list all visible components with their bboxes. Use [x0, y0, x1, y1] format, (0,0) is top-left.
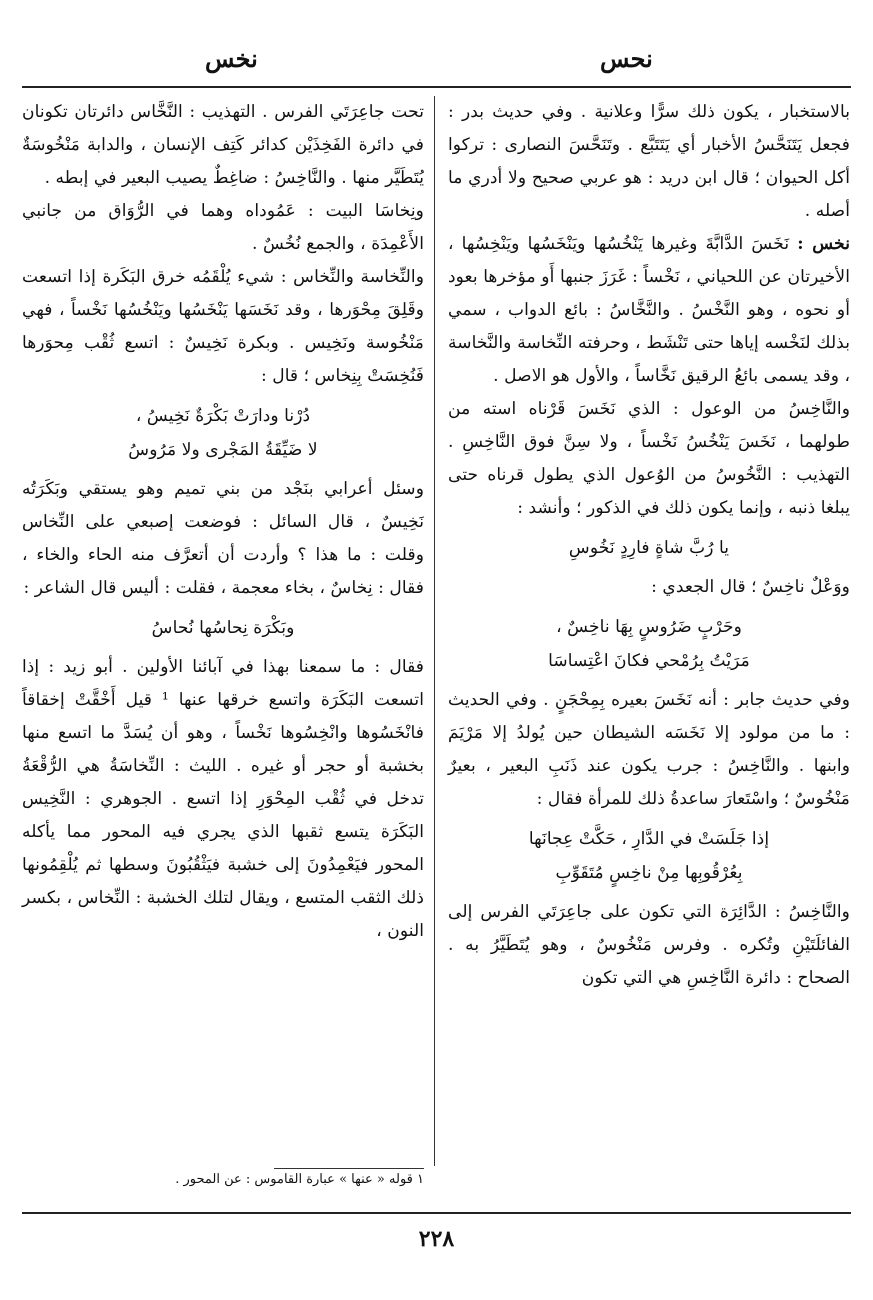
paragraph-text: بالاستخبار ، يكون ذلك سرًّا وعلانية . وفي حديث بدر : فجعل يَتَنَحَّسُ الأخبار أي يَتَتَبَّع . وتَنَحَّسَ النصارى : تركوا أكل الحيوان ؛ قال ابن دريد : هو عربي صحيح ولا أدري ما أصله . — [448, 102, 850, 221]
paragraph-text: فقال : ما سمعنا بهذا في آبائنا الأولين . أبو زيد : إذا اتسعت البَكَرَة واتسع خرقها عنها ¹ قيل أَخْقَّتْ إخقاقاً فانْخَسُوها وانْخِسُوها نَخْساً ، وهو أن يُسَدَّ ما اتسع منها بخشبة أو حجر أو غيره . الليث : النِّخاسَةُ هي الرُّقْعَةُ تدخل في ثُقْب المِحْوَرِ إذا اتسع . الجوهري : النَّخِيس البَكَرَة يتسع ثقبها الذي يجري فيه المحور مما يأكله المحور فيَعْمِدُونَ إلى خشبة فيَثْقُبُونَ وسطها ثم يُلْقِمُونها ذلك الثقب المتسع ، ويقال لتلك الخشبة : النِّخاس ، بكسر النون ، — [22, 657, 424, 941]
page-number: ٢٢٨ — [418, 1226, 455, 1252]
verse-line: يا رُبَّ شاةٍ فارِدٍ نَخُوسِ — [568, 538, 730, 558]
paragraph — [448, 393, 850, 525]
paragraph-text: نَخَسَ الدَّابَّةَ وغيرها يَنْخُسُها ويَنْخَسُها ويَنْخِسُها ، الأخيرتان عن اللحياني ، نَخْساً : غَرَزَ جنبها أَو مؤخرها بعود أو نحوه ، وهو النَّخْسُ . والنَّخَّاسُ : بائع الدواب ، سمي بذلك لنَخْسه إياها حتى تَنْشَط ، وحرفته النِّخاسة والنَّخاسة ، وقد يسمى بائعُ الرقيق نَخَّاساً ، والأول هو الاصل . — [448, 234, 850, 386]
footer-rule — [22, 1212, 851, 1214]
verse-line: بِعُرْقُوبِها مِنْ ناخِسٍ مُتَقَوِّبِ — [555, 863, 743, 883]
verse-line: مَرَيْتُ بِرُمْحي فكانَ اعْتِساسَا — [548, 651, 750, 671]
verse-line: إذا جَلَسَتْ في الدَّارِ ، حَكَّتْ عِجانَها — [528, 829, 770, 849]
paragraph — [22, 261, 424, 393]
right-column-headword: نحس — [600, 44, 653, 73]
left-column-headword: نخس — [205, 44, 258, 73]
verse — [22, 611, 424, 645]
paragraph — [22, 195, 424, 261]
verse-line: وحَرْبٍ ضَرُوسٍ بِهَا ناخِسٌ ، — [556, 617, 742, 637]
paragraph — [22, 96, 424, 195]
right-column — [448, 96, 850, 995]
verse-line: وبَكْرَة نِحاسُها نُحاسُ — [151, 618, 295, 638]
paragraph-text: وفي حديث جابر : أنه نَخَسَ بعيره بِمِحْجَنٍ . وفي الحديث : ما من مولود إلا نَخَسَه الشيطان حين يُولدُ إلا مَرْيَمَ وابنها . والنَّاخِسُ : جرب يكون عند ذَنَبِ البعير ، بعيرٌ مَنْخُوسٌ ؛ واسْتَعارَ ساعدةُ ذلك للمرأة فقال : — [448, 690, 850, 809]
paragraph — [448, 571, 850, 604]
paragraph-text: والنَّاخِسُ من الوعول : الذي نَخَسَ قَرْناه استه من طولهما ، نَخَسَ يَنْخُسُ نَخْساً ، ولا سِنَّ فوق النَّاخِسِ . التهذيب : النَّخُوسُ من الوُعول الذي يطول قرناه حتى يبلغا ذنبه ، وإنما يكون ذلك في الذكور ؛ وأنشد : — [448, 399, 850, 518]
header-rule — [22, 86, 851, 88]
verse — [22, 399, 424, 467]
paragraph — [448, 228, 850, 393]
verse-line: لا ضَيِّقَةُ المَجْرى ولا مَرُوسُ — [128, 440, 318, 460]
paragraph — [22, 651, 424, 948]
verse-line: دُرْنا ودارَتْ بَكْرَةٌ نَخِيسُ ، — [135, 406, 311, 426]
paragraph — [448, 96, 850, 228]
left-column — [22, 96, 424, 948]
verse — [448, 531, 850, 565]
verse — [448, 822, 850, 890]
paragraph-text: تحت جاعِرَتَي الفرس . التهذيب : النَّخَّاس دائرتان تكونان في دائرة الفَخِذَيْن كدائر كَتِف الإنسان ، والدابة مَنْخُوسَةٌ يُتَطَيَّر منها . والنَّاخِسُ : ضاغِطٌ يصيب البعير في إبطه . — [22, 102, 424, 188]
paragraph — [448, 684, 850, 816]
entry-headword: نخس : — [797, 234, 851, 254]
footnote: ١ قوله « عنها » عبارة القاموس : عن المحور . — [175, 1172, 424, 1187]
paragraph-text: وسئل أعرابي بنَجْد من بني تميم وهو يستقي وبَكَرَتُه نَخِيسٌ ، قال السائل : فوضعت إصبعي على النِّخاس وقلت : ما هذا ؟ وأردت أن أتعرَّف منه الحاء والخاء ، فقال : نِخاسٌ ، بخاء معجمة ، فقلت : أليس قال الشاعر : — [22, 479, 424, 598]
paragraph — [22, 473, 424, 605]
paragraph — [448, 896, 850, 995]
verse — [448, 610, 850, 678]
paragraph-text: ووَعْلٌ ناخِسٌ ؛ قال الجعدي : — [651, 577, 850, 597]
paragraph-text: والنَّاخِسُ : الدَّائِرَة التي تكون على جاعِرَتَي الفرس إلى الفائلَتَيْنِ وتُكره . وفرس مَنْخُوسٌ ، وهو يُتَطَيَّرُ به . الصحاح : دائرة النَّاخِسِ هي التي تكون — [448, 902, 850, 988]
footnote-rule — [274, 1168, 424, 1169]
paragraph-text: ونِخاسَا البيت : عَمُوداه وهما في الرُّوَاق من جانبي الأَعْمِدَة ، والجمع نُخُسٌ . — [22, 201, 424, 254]
column-divider — [434, 96, 435, 1166]
paragraph-text: والنِّخاسة والنِّخاس : شيء يُلْقَمُه خرق البَكَرة إذا اتسعت وقَلِقَ مِحْوَرها ، وقد نَخَسَها يَنْخَسُها ويَنْخُسُها نَخْساً ، فهي مَنْخُوسة ونَخِيس . وبكرة نَخِيسٌ : اتسع ثُقْب مِحوَرها فَنُخِسَتْ بِنِخاس ؛ قال : — [22, 267, 424, 386]
